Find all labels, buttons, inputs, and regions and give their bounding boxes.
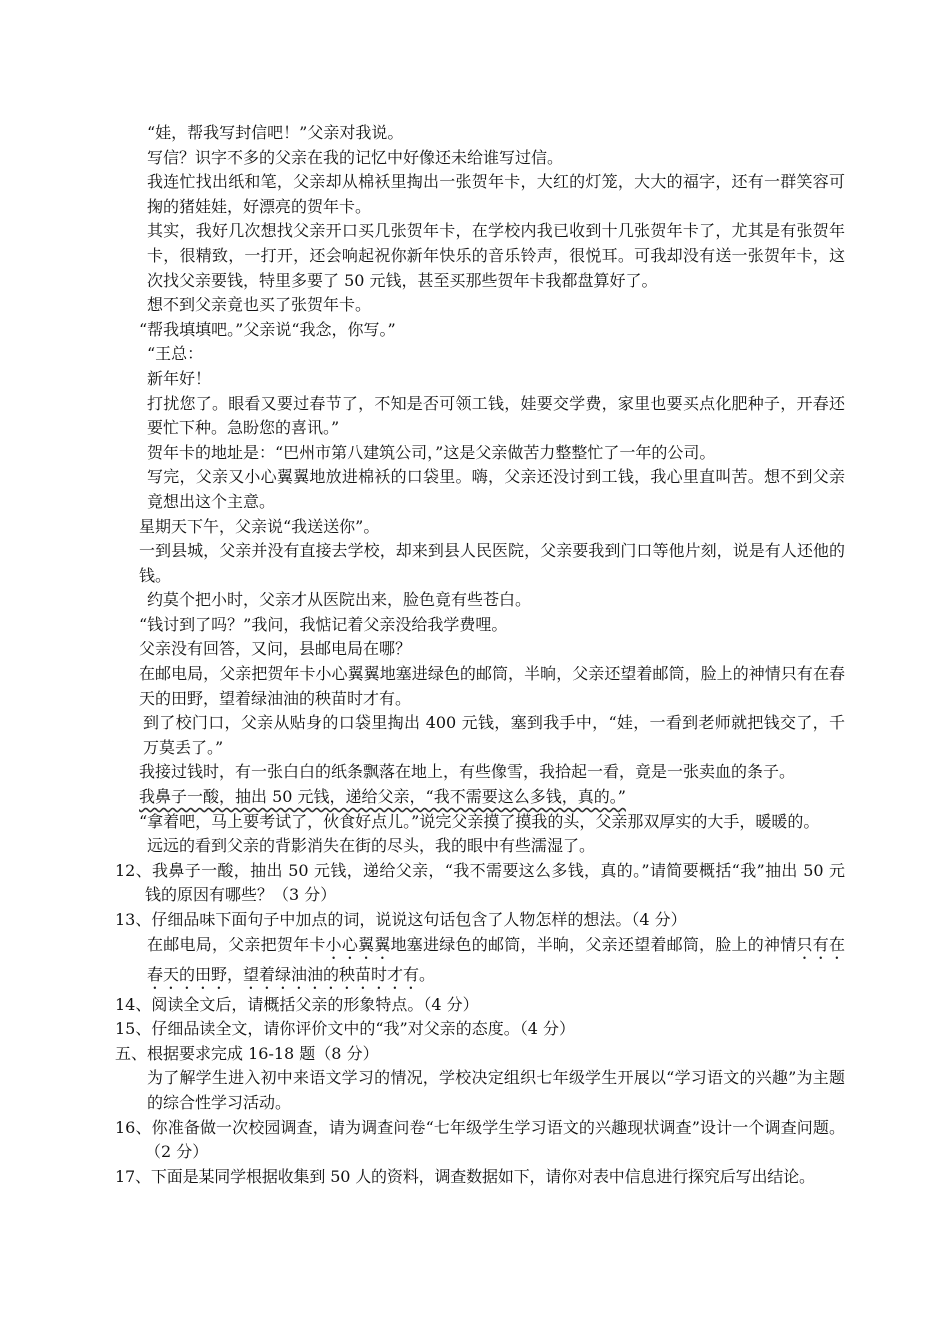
question-14: 14、阅读全文后，请概括父亲的形象特点。（4 分）	[115, 994, 479, 1014]
story-paragraph: 写信？识字不多的父亲在我的记忆中好像还未给谁写过信。	[147, 147, 564, 167]
section-5-heading: 五、根据要求完成 16-18 题（8 分）	[115, 1043, 379, 1063]
story-passage	[115, 121, 845, 859]
story-paragraph: 远远的看到父亲的背影消失在街的尽头，我的眼中有些濡湿了。	[147, 836, 596, 856]
story-paragraph: 约莫个把小时，父亲才从医院出来，脸色竟有些苍白。	[147, 590, 532, 610]
quote-part-1: 在邮电局，父亲把贺年卡	[147, 934, 326, 954]
story-paragraph: 我连忙找出纸和笔，父亲却从棉袄里掏出一张贺年卡，大红的灯笼，大大的福字，还有一群笑容可掬的猪娃娃，好漂亮的贺年卡。	[147, 172, 845, 216]
question-12: 12、我鼻子一酸，抽出 50 元钱，递给父亲，“我不需要这么多钱，真的。”请简要概括“我”抽出 50 元钱的原因有哪些？（3 分）	[115, 860, 845, 905]
story-paragraph: 写完，父亲又小心翼翼地放进棉袄的口袋里。嗨，父亲还没讨到工钱，我心里直叫苦。想不到父亲竟想出这个主意。	[147, 467, 845, 511]
story-paragraph: 父亲没有回答，又问，县邮电局在哪？	[139, 639, 412, 659]
story-paragraph: 打扰您了。眼看又要过春节了，不知是否可领工钱，娃要交学费，家里也要买点化肥种子，开春还要忙下种。急盼您的喜讯。”	[147, 393, 845, 438]
story-paragraph: 到了校门口，父亲从贴身的口袋里掏出 400 元钱，塞到我手中，“娃，一看到老师就把钱交了，千万莫丢了。”	[143, 713, 845, 757]
question-17: 17、下面是某同学根据收集到 50 人的资料，调查数据如下，请你对表中信息进行探究后写出结论。	[115, 1166, 815, 1186]
story-paragraph: “拿着吧，马上要考试了，伙食好点儿。”说完父亲摸了摸我的头，父亲那双厚实的大手，暖暖的。	[139, 811, 820, 831]
story-paragraph: “帮我填填吧。”父亲说“我念，你写。”	[139, 319, 396, 339]
dotted-phrase-1: 小心翼翼	[325, 934, 391, 954]
question-13: 13、仔细品味下面句子中加点的词，说说这句话包含了人物怎样的想法。（4 分）	[115, 910, 687, 929]
story-paragraph: “娃，帮我写封信吧！”父亲对我说。	[147, 123, 404, 142]
dotted-phrase-2: 只有在春天的田野，望着绿油油的秧苗时才有	[147, 934, 845, 984]
story-paragraph: 我接过钱时，有一张白白的纸条飘落在地上，有些像雪，我拾起一看，竟是一张卖血的条子。	[139, 762, 796, 782]
story-paragraph: 我鼻子一酸，抽出 50 元钱，递给父亲，“我不需要这么多钱，真的。”	[139, 787, 626, 807]
story-paragraph: “王总：	[147, 344, 204, 364]
question-13-quote	[115, 933, 845, 993]
question-16: 16、你准备做一次校园调查，请为调查问卷“七年级学生学习语文的兴趣现状调查”设计一个调查问题。（2 分）	[115, 1117, 845, 1162]
story-paragraph: 想不到父亲竟也买了张贺年卡。	[147, 295, 372, 315]
section-5-intro: 为了解学生进入初中来语文学习的情况，学校决定组织七年级学生开展以“学习语文的兴趣”为主题的综合性学习活动。	[147, 1068, 845, 1112]
story-paragraph: 一到县城，父亲并没有直接去学校，却来到县人民医院，父亲要我到门口等他片刻，说是有人还他的钱。	[139, 541, 845, 585]
story-paragraph: 星期天下午，父亲说“我送送你”。	[139, 516, 380, 536]
quote-part-2: 地塞进绿色的邮筒，半晌，父亲还望着邮筒，脸上的神情	[390, 934, 797, 954]
page-content	[115, 121, 845, 1189]
question-15: 15、仔细品读全文，请你评价文中的“我”对父亲的态度。（4 分）	[115, 1019, 575, 1039]
story-paragraph: “钱讨到了吗？”我问，我惦记着父亲没给我学费哩。	[139, 614, 508, 634]
story-paragraph: 其实，我好几次想找父亲开口买几张贺年卡，在学校内我已收到十几张贺年卡了，尤其是有张贺年卡，很精致，一打开，还会响起祝你新年快乐的音乐铃声，很悦耳。可我却没有送一张贺年卡，这次找父亲要钱，特里多要了 50 元钱，甚至买那些贺年卡我都盘算好了。	[147, 221, 845, 290]
story-paragraph: 新年好！	[147, 368, 212, 388]
quote-part-3: 。	[419, 964, 436, 984]
story-paragraph: 贺年卡的地址是：“巴州市第八建筑公司，”这是父亲做苦力整整忙了一年的公司。	[147, 442, 716, 462]
story-paragraph: 在邮电局，父亲把贺年卡小心翼翼地塞进绿色的邮筒，半晌，父亲还望着邮筒，脸上的神情只有在春天的田野，望着绿油油的秧苗时才有。	[139, 664, 845, 708]
